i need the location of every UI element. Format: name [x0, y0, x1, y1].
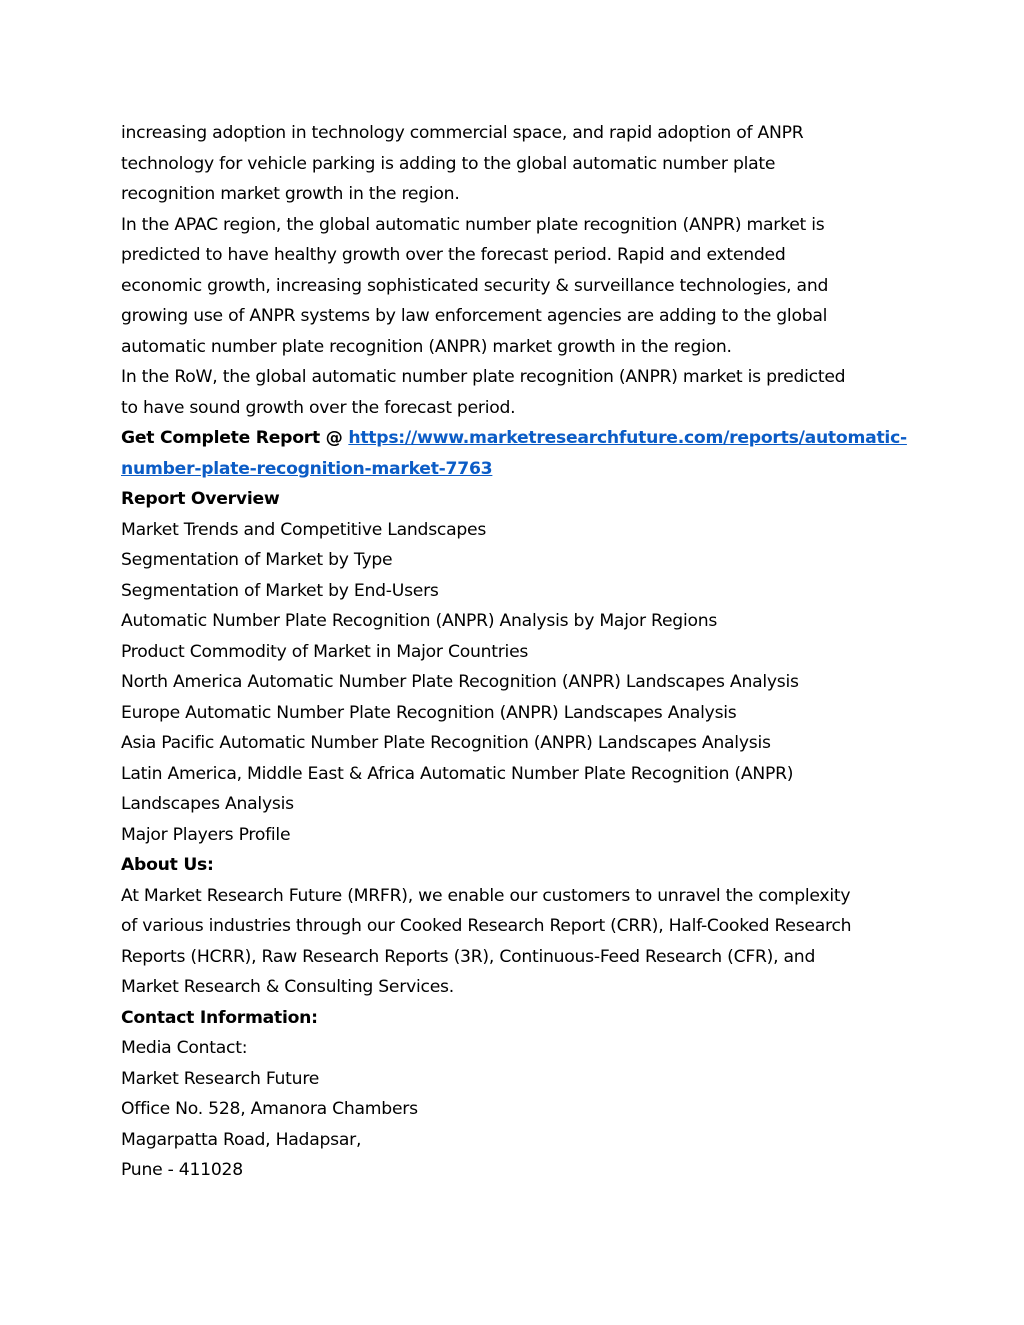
intro-line: recognition market growth in the region.: [121, 184, 460, 204]
overview-item: Segmentation of Market by Type: [121, 550, 393, 570]
report-link[interactable]: https://www.marketresearchfuture.com/reports/automatic-: [348, 428, 907, 448]
intro-line: In the RoW, the global automatic number plate recognition (ANPR) market is predicted: [121, 367, 846, 387]
overview-item: Market Trends and Competitive Landscapes: [121, 519, 487, 540]
overview-item: Segmentation of Market by End-Users: [121, 580, 439, 601]
contact-line: Office No. 528, Amanora Chambers: [121, 1099, 418, 1119]
intro-line: technology for vehicle parking is adding to the global automatic number plate: [121, 153, 776, 174]
intro-line: increasing adoption in technology commercial space, and rapid adoption of ANPR: [121, 123, 804, 143]
document-page: [121, 118, 911, 1186]
intro-line: growing use of ANPR systems by law enforcement agencies are adding to the global: [121, 306, 828, 326]
contact-line: Media Contact:: [121, 1038, 248, 1058]
about-line: At Market Research Future (MRFR), we enable our customers to unravel the complexity: [121, 885, 851, 906]
intro-line: to have sound growth over the forecast period.: [121, 397, 516, 418]
about-heading: About Us:: [121, 855, 214, 875]
overview-item: Product Commodity of Market in Major Countries: [121, 641, 529, 662]
get-report-line: [121, 423, 911, 454]
intro-line: predicted to have healthy growth over the forecast period. Rapid and extended: [121, 245, 786, 265]
get-report-label: Get Complete Report @: [121, 428, 349, 448]
contact-line: Pune - 411028: [121, 1160, 243, 1180]
overview-item: Asia Pacific Automatic Number Plate Recognition (ANPR) Landscapes Analysis: [121, 733, 771, 753]
report-overview-heading: Report Overview: [121, 489, 280, 509]
contact-line: Market Research Future: [121, 1068, 320, 1089]
intro-line: economic growth, increasing sophisticated security & surveillance technologies, and: [121, 275, 829, 296]
contact-heading: Contact Information:: [121, 1007, 318, 1028]
intro-line: In the APAC region, the global automatic number plate recognition (ANPR) market is: [121, 214, 825, 235]
overview-item: Europe Automatic Number Plate Recognition (ANPR) Landscapes Analysis: [121, 702, 737, 723]
about-line: Market Research & Consulting Services.: [121, 977, 454, 997]
about-line: Reports (HCRR), Raw Research Reports (3R), Continuous-Feed Research (CFR), and: [121, 946, 816, 967]
intro-line: automatic number plate recognition (ANPR) market growth in the region.: [121, 336, 732, 357]
overview-item: Major Players Profile: [121, 824, 291, 845]
overview-item: Latin America, Middle East & Africa Automatic Number Plate Recognition (ANPR): [121, 763, 794, 784]
about-line: of various industries through our Cooked Research Report (CRR), Half-Cooked Research: [121, 916, 852, 936]
report-link-continued[interactable]: number-plate-recognition-market-7763: [121, 458, 493, 479]
contact-line: Magarpatta Road, Hadapsar,: [121, 1129, 362, 1150]
overview-item: North America Automatic Number Plate Recognition (ANPR) Landscapes Analysis: [121, 672, 799, 692]
overview-item: Landscapes Analysis: [121, 794, 294, 814]
get-report-link-line: [121, 454, 911, 485]
overview-item: Automatic Number Plate Recognition (ANPR) Analysis by Major Regions: [121, 611, 718, 631]
